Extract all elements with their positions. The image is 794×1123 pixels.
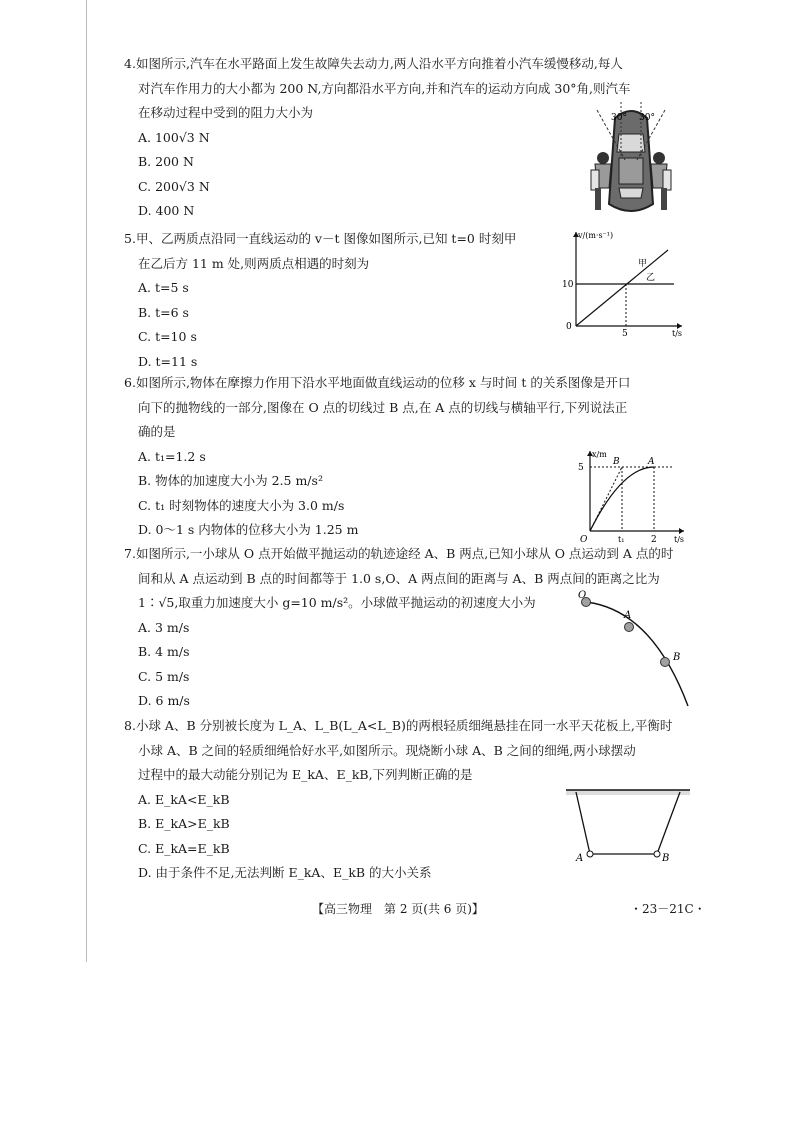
- left-person: [591, 152, 611, 210]
- series-jia-line: [576, 250, 668, 326]
- xt-origin-label: O: [580, 535, 588, 545]
- question-7-option-d: D. 6 m/s: [138, 693, 190, 708]
- question-5-option-d: D. t=11 s: [138, 353, 198, 369]
- binding-margin-line: [86, 0, 87, 962]
- ball-a: [587, 851, 593, 857]
- xt-x-tick-t1: t₁: [618, 535, 625, 544]
- question-8-stem-line-2: 小球 A、B 之间的轻质细绳恰好水平,如图所示。现烧断小球 A、B 之间的细绳,两小球摆动: [138, 742, 636, 758]
- question-6-option-d: D. 0～1 s 内物体的位移大小为 1.25 m: [138, 522, 359, 537]
- ball-a-label: A: [576, 853, 584, 864]
- string-b: [657, 792, 680, 854]
- question-4-stem-line-3: 在移动过程中受到的阻力大小为: [138, 105, 314, 120]
- question-4-option-a: A. 100√3 N: [138, 129, 210, 145]
- vt-y-axis-label: v/(m·s⁻¹): [578, 231, 614, 240]
- string-a: [576, 792, 590, 854]
- xt-y-axis-label: x/m: [592, 450, 607, 459]
- question-8-option-b: B. E_kA>E_kB: [138, 816, 230, 831]
- question-8-stem-line-1: 8.小球 A、B 分别被长度为 L_A、L_B(L_A<L_B)的两根轻质细绳悬挂在同一水平天花板上,平衡时: [124, 718, 673, 733]
- question-6-option-b: B. 物体的加速度大小为 2.5 m/s²: [138, 473, 323, 488]
- xt-graph-figure: [570, 447, 688, 545]
- question-4-stem-line-2: 对汽车作用力的大小都为 200 N,方向都沿水平方向,并和汽车的运动方向成 30°角,则汽车: [138, 80, 631, 96]
- xt-x-tick-2: 2: [651, 535, 657, 545]
- xt-y-tick-5: 5: [578, 463, 584, 473]
- question-4-stem-line-1: 4.如图所示,汽车在水平路面上发生故障失去动力,两人沿水平方向推着小汽车缓慢移动,每人: [124, 56, 623, 71]
- question-5-stem-line-2: 在乙后方 11 m 处,则两质点相遇的时刻为: [138, 255, 370, 271]
- angle-left-label: 30°: [611, 113, 627, 123]
- question-5-option-a: A. t=5 s: [138, 280, 189, 295]
- vt-graph-figure: [558, 226, 688, 338]
- vt-origin-label: 0: [566, 322, 572, 332]
- question-6-option-c: C. t₁ 时刻物体的速度大小为 3.0 m/s: [138, 497, 345, 513]
- car-push-figure: [575, 100, 687, 224]
- question-6-stem-line-1: 6.如图所示,物体在摩擦力作用下沿水平地面做直线运动的位移 x 与时间 t 的关系图像是开口: [124, 375, 631, 390]
- vt-y-tick-10: 10: [562, 280, 574, 290]
- ball-at-a: [625, 623, 634, 632]
- question-6-stem-line-2: 向下的抛物线的一部分,图像在 O 点的切线过 B 点,在 A 点的切线与横轴平行,下列说法正: [138, 399, 628, 415]
- series-yi-label: 乙: [646, 273, 656, 283]
- question-7-option-a: A. 3 m/s: [138, 619, 190, 635]
- question-7-option-c: C. 5 m/s: [138, 668, 190, 684]
- point-a-label: A: [624, 610, 632, 621]
- xt-x-axis-label: t/s: [674, 535, 685, 544]
- question-7-stem-line-2: 间和从 A 点运动到 B 点的时间都等于 1.0 s,O、A 两点间的距离与 A、B 两点间的距离之比为: [138, 570, 660, 586]
- question-7-stem-line-3: 1∶√5,取重力加速度大小 g=10 m/s²。小球做平抛运动的初速度大小为: [138, 595, 536, 610]
- question-6-stem-line-3: 确的是: [138, 424, 176, 439]
- page-footer-code: ・23－21C・: [630, 902, 706, 916]
- question-8-option-a: A. E_kA<E_kB: [138, 791, 230, 807]
- question-5-stem-line-1: 5.甲、乙两质点沿同一直线运动的 v－t 图像如图所示,已知 t=0 时刻甲: [124, 231, 517, 246]
- question-4-option-c: C. 200√3 N: [138, 178, 210, 194]
- pendulum-figure: [564, 784, 694, 866]
- question-7-option-b: B. 4 m/s: [138, 644, 190, 659]
- question-8-stem-line-3: 过程中的最大动能分别记为 E_kA、E_kB,下列判断正确的是: [138, 767, 473, 782]
- question-5-option-c: C. t=10 s: [138, 329, 197, 344]
- question-4-option-b: B. 200 N: [138, 154, 194, 169]
- projectile-figure: [574, 590, 692, 710]
- question-8-option-d: D. 由于条件不足,无法判断 E_kA、E_kB 的大小关系: [138, 865, 432, 880]
- vt-x-tick-5: 5: [622, 329, 628, 338]
- ball-at-b: [661, 658, 670, 667]
- ball-b-label: B: [662, 853, 670, 864]
- ball-b: [654, 851, 660, 857]
- question-5-option-b: B. t=6 s: [138, 304, 189, 320]
- point-b-label: B: [613, 457, 620, 467]
- question-5: [124, 227, 584, 374]
- series-jia-label: 甲: [638, 259, 648, 269]
- car-rear-window: [619, 188, 643, 198]
- question-8-option-c: C. E_kA=E_kB: [138, 840, 230, 856]
- car-roof: [619, 158, 643, 184]
- point-a-label: A: [648, 457, 655, 467]
- page-footer-title: 【高三物理 第 2 页(共 6 页)】: [312, 902, 484, 916]
- question-6-option-a: A. t₁=1.2 s: [138, 448, 206, 464]
- point-b-label: B: [673, 652, 681, 663]
- vt-x-axis-label: t/s: [672, 329, 683, 338]
- right-person: [651, 152, 671, 210]
- angle-right-label: 30°: [639, 113, 655, 123]
- xt-x-arrow: [679, 528, 684, 534]
- question-4-option-d: D. 400 N: [138, 203, 195, 218]
- question-7-stem-line-1: 7.如图所示,一小球从 O 点开始做平抛运动的轨迹途经 A、B 两点,已知小球从 O 点运动到 A 点的时: [124, 546, 674, 561]
- point-o-label: O: [578, 590, 587, 601]
